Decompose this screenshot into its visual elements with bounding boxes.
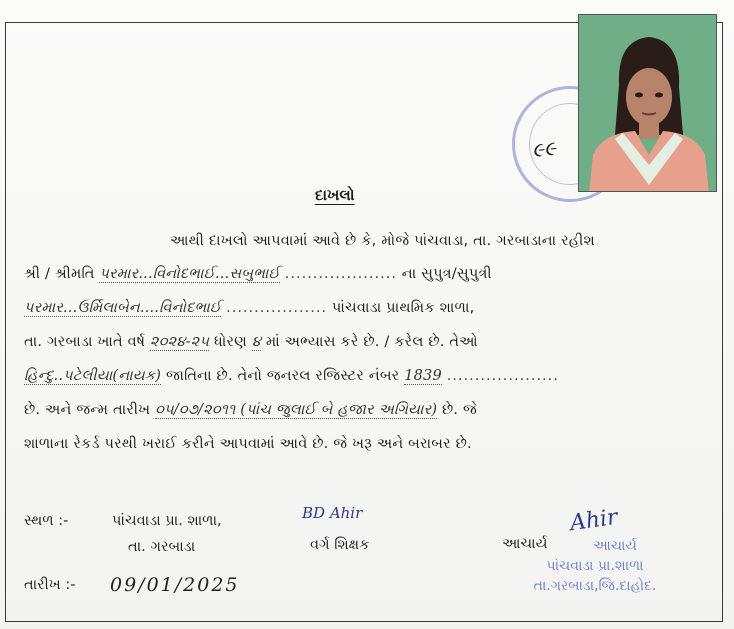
filler-dots: .................... [446,368,559,384]
study-status-text: માં અભ્યાસ કરે છે. / કરેલ છે. તેઓ [265,334,478,350]
register-number: 1839 [404,368,442,384]
filler-dots: .................... [284,266,397,282]
salutation: શ્રી / શ્રીમતિ [24,266,95,282]
principal-stamp [500,536,690,596]
photo-handwritten-mark: ૯૯ [530,135,557,163]
body-line-1: આથી દાખલો આપવામાં આવે છે કે, મોજે પાંચવાડા, તા. ગરબાડાના રહીશ [170,233,595,249]
caste-value: હિન્દુ..પટેલીયા(નાયક) [24,368,162,384]
certificate-title: દાખલો [315,186,355,204]
student-photo [578,14,717,192]
principal-signature: Ahir [568,504,620,537]
filler-dots: .................. [226,300,328,316]
principal-stamp-taluka: તા.ગરબાડા,જિ.દાહોદ. [533,578,657,594]
place-value: પાંચવાડા પ્રા. શાળા, [112,513,222,529]
body-line-4 [24,334,478,350]
date-label: તારીખ :- [24,577,76,593]
body-line-6 [24,402,477,418]
birth-date-value: ૦૫/૦૭/૨૦૧૧ (પાંચ જુલાઈ બે હજાર અગિયાર) [155,402,438,418]
place-taluka: તા. ગરબાડા [128,539,196,555]
birth-date-suffix: છે. જે [442,402,477,418]
parent-name: પરમાર...વિનોદભાઈ...સબુભાઈ [99,266,280,282]
date-value: 09/01/2025 [110,574,240,596]
school-name-text: પાંચવાડા પ્રાથમિક શાળા, [331,300,475,316]
academic-year: ૨૦૨૪-૨૫ [150,334,210,350]
register-label: જાતિના છે. તેનો જનરલ રજિસ્ટર નંબર [165,368,400,384]
relation-text: ના સુપુત્ર/સુપુત્રી [401,266,492,282]
standard-label: ધોરણ [213,334,248,350]
principal-stamp-school: પાંચવાડા પ્રા.શાળા [546,558,644,574]
principal-stamp-title: આચાર્ય [593,538,637,554]
body-line-7: શાળાના રેકર્ડ પરથી ખરાઈ કરીને આપવામાં આવે છે. જે ખરૂ અને બરાબર છે. [24,436,472,452]
teacher-signature: BD Ahir [302,504,363,522]
birth-date-label: છે. અને જન્મ તારીખ [24,402,151,418]
principal-label: આચાર્ય [502,536,548,552]
student-name: પરમાર...ઉર્મિલાબેન....વિનોદભાઈ [24,300,222,316]
place-label: સ્થળ :- [24,513,69,529]
taluka-year-text: તા. ગરબાડા ખાતે વર્ષ [24,334,146,350]
body-line-2 [24,266,492,282]
student-portrait-image [579,15,717,192]
body-line-5 [24,368,559,384]
standard-value: ૪ [251,334,262,350]
teacher-label: વર્ગ શિક્ષક [310,537,370,553]
body-line-3 [24,300,474,316]
